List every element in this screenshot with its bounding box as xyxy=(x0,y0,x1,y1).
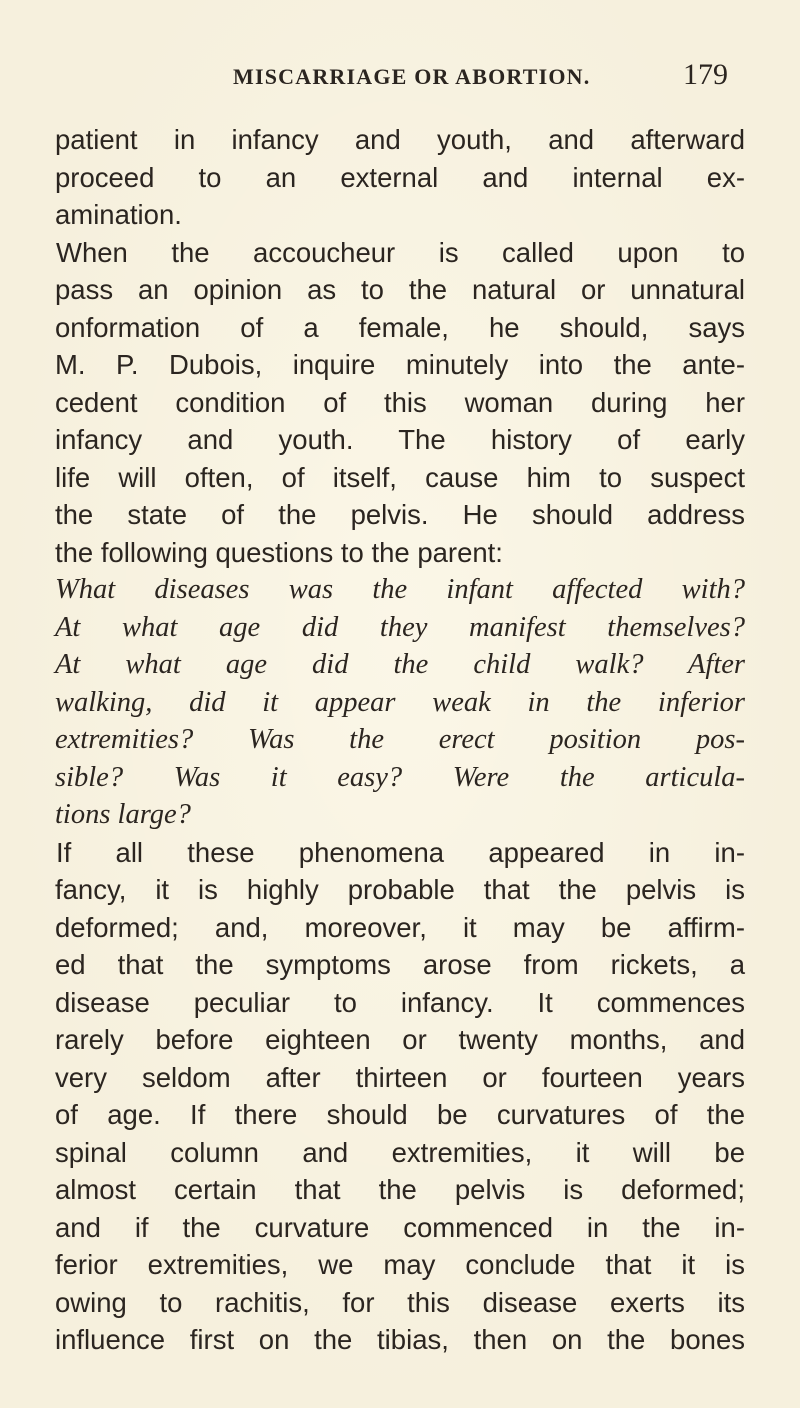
text-line: of age. If there should be curvatures of the xyxy=(55,1099,745,1130)
text-line: almost certain that the pelvis is deformed; xyxy=(55,1174,745,1205)
text-line: When the accoucheur is called upon to xyxy=(56,236,745,268)
text-line: onformation of a female, he should, says xyxy=(55,311,745,343)
text-line: cedent condition of this woman during her xyxy=(55,386,745,418)
italic-line: sible? Was it easy? Were the articula- xyxy=(55,761,745,793)
text-line: ferior extremities, we may conclude that it is xyxy=(55,1249,745,1280)
body-text xyxy=(55,121,745,1359)
text-line: patient in infancy and youth, and afterward xyxy=(55,124,745,155)
text-line: If all these phenomena appeared in in- xyxy=(56,836,745,868)
italic-line: At what age did they manifest themselves? xyxy=(55,611,745,643)
page-header xyxy=(0,58,800,98)
italic-line: What diseases was the infant affected with? xyxy=(55,574,745,605)
text-line: proceed to an external and internal ex- xyxy=(55,161,745,193)
text-line: infancy and youth. The history of early xyxy=(55,424,745,455)
italic-line: tions large? xyxy=(55,799,191,830)
text-line: deformed; and, moreover, it may be affirm- xyxy=(55,911,745,943)
text-line: pass an opinion as to the natural or unnatural xyxy=(55,274,745,305)
text-line: disease peculiar to infancy. It commences xyxy=(55,986,745,1018)
running-title: MISCARRIAGE OR ABORTION. xyxy=(233,64,591,89)
text-line: owing to rachitis, for this disease exerts its xyxy=(55,1286,745,1318)
text-line: the state of the pelvis. He should address xyxy=(55,499,745,530)
text-line: fancy, it is highly probable that the pelvis is xyxy=(55,874,745,905)
text-line: rarely before eighteen or twenty months, and xyxy=(55,1024,745,1055)
text-line: the following questions to the parent: xyxy=(55,536,503,568)
italic-line: walking, did it appear weak in the inferior xyxy=(55,686,745,718)
text-line: ed that the symptoms arose from rickets, a xyxy=(55,949,745,980)
italic-line: extremities? Was the erect position pos- xyxy=(55,724,745,755)
text-line: life will often, of itself, cause him to suspect xyxy=(55,461,745,493)
text-line: very seldom after thirteen or fourteen years xyxy=(55,1061,745,1093)
text-line: influence first on the tibias, then on the bones xyxy=(55,1324,745,1355)
page-number: 179 xyxy=(683,58,728,91)
text-line: and if the curvature commenced in the in- xyxy=(55,1211,745,1243)
text-line: M. P. Dubois, inquire minutely into the ante- xyxy=(55,349,745,380)
text-line: amination. xyxy=(55,199,182,230)
italic-line: At what age did the child walk? After xyxy=(55,649,745,680)
text-line: spinal column and extremities, it will be xyxy=(55,1136,745,1168)
